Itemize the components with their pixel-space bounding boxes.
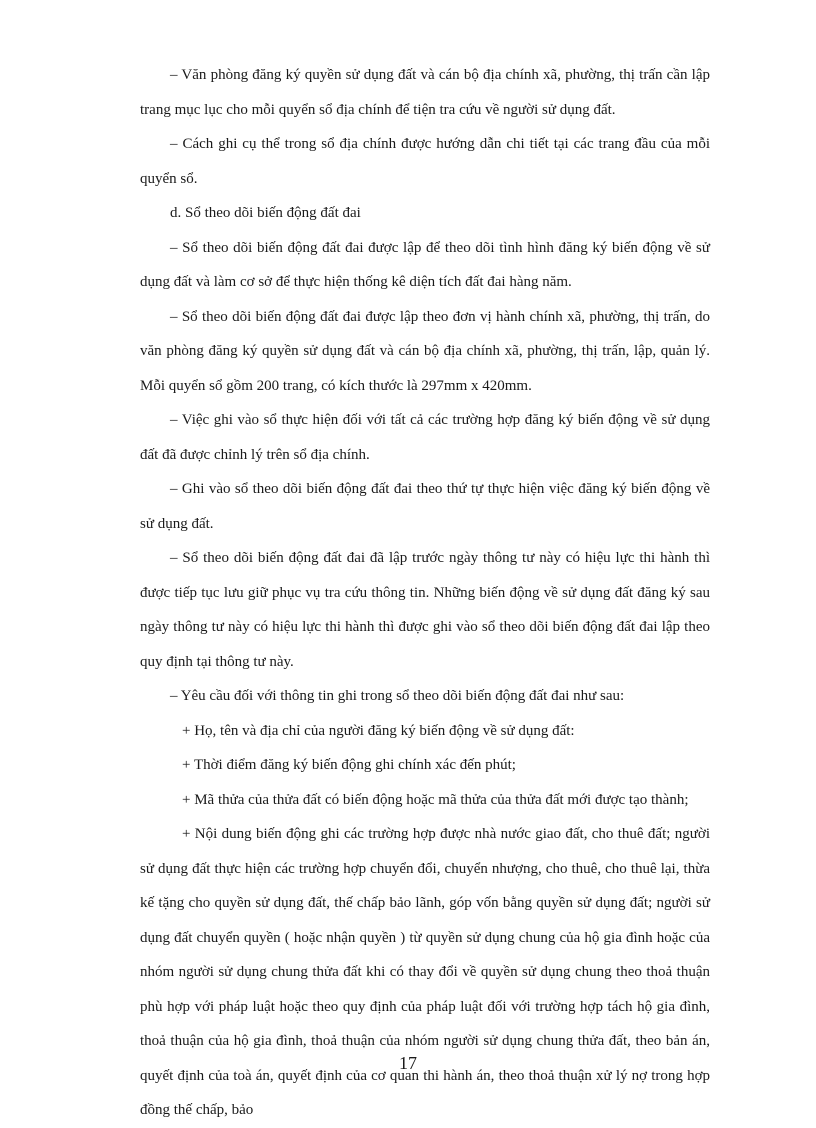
paragraph-requirements-intro: – Yêu cầu đối với thông tin ghi trong sổ theo dõi biến động đất đai như sau: <box>170 688 625 704</box>
paragraph-purpose: – Sổ theo dõi biến động đất đai được lập để theo dõi tình hình đăng ký biến động về sử dụng đất và làm cơ sở để thực hiện thống kê diện tích đất đai hàng năm. <box>140 239 710 290</box>
section-heading-d: d. Sổ theo dõi biến động đất đai <box>170 205 361 221</box>
paragraph-recording-order: – Ghi vào sổ theo dõi biến động đất đai theo thứ tự thực hiện việc đăng ký biến động về sử dụng đất. <box>140 481 710 532</box>
list-item-parcel-code: + Mã thửa của thửa đất có biến động hoặc mã thửa của thửa đất mới được tạo thành; <box>182 791 689 808</box>
paragraph-transition: – Sổ theo dõi biến động đất đai đã lập trước ngày thông tư này có hiệu lực thi hành thì được tiếp tục lưu giữ phục vụ tra cứu thông tin. Những biến động về sử dụng đất đăng ký sau ngày thông tư này có hiệu lực thi hành thì được ghi vào sổ theo dõi biến động đất đai lập theo quy định tại thông tư này. <box>140 550 710 670</box>
paragraph-administrative-unit: – Sổ theo dõi biến động đất đai được lập theo đơn vị hành chính xã, phường, thị trấn, do văn phòng đăng ký quyền sử dụng đất và cán bộ địa chính xã, phường, thị trấn, lập, quản lý. Mỗi quyển sổ gồm 200 trang, có kích thước là 297mm x 420mm. <box>140 308 710 394</box>
list-item-name-address: + Họ, tên và địa chỉ của người đăng ký biến động về sử dụng đất: <box>182 722 575 739</box>
paragraph-land-office-index: – Văn phòng đăng ký quyền sử dụng đất và cán bộ địa chính xã, phường, thị trấn cần lập trang mục lục cho mỗi quyển sổ địa chính để tiện tra cứu về người sử dụng đất. <box>140 67 710 118</box>
list-item-change-content: + Nội dung biến động ghi các trường hợp được nhà nước giao đất, cho thuê đất; người sử dụng đất thực hiện các trường hợp chuyển đổi, chuyển nhượng, cho thuê, cho thuê lại, thừa kế tặng cho quyền sử dụng đất, thế chấp bảo lãnh, góp vốn bằng quyền sử dụng đất; người sử dụng đất chuyển quyền ( hoặc nhận quyền ) từ quyền sử dụng chung của hộ gia đình hoặc của nhóm người sử dụng chung thửa đất khi có thay đổi về quyền sử dụng chung theo thoả thuận phù hợp với pháp luật hoặc theo quy định của pháp luật đối với trường hợp tách hộ gia đình, thoả thuận của hộ gia đình, thoả thuận của nhóm người sử dụng chung thửa đất, theo bản án, quyết định của toà án, quyết định của cơ quan thi hành án, theo thoả thuận xử lý nợ trong hợp đồng thế chấp, bảo <box>140 826 710 1118</box>
page-number: 17 <box>399 1053 417 1073</box>
paragraph-recording-scope: – Việc ghi vào sổ thực hiện đối với tất cả các trường hợp đăng ký biến động về sử dụng đất đã được chỉnh lý trên sổ địa chính. <box>140 412 710 463</box>
list-item-timestamp: + Thời điểm đăng ký biến động ghi chính xác đến phút; <box>182 757 516 773</box>
paragraph-recording-guide: – Cách ghi cụ thể trong sổ địa chính được hướng dẫn chi tiết tại các trang đầu của mỗi quyển sổ. <box>140 136 710 187</box>
document-body <box>140 58 710 1128</box>
